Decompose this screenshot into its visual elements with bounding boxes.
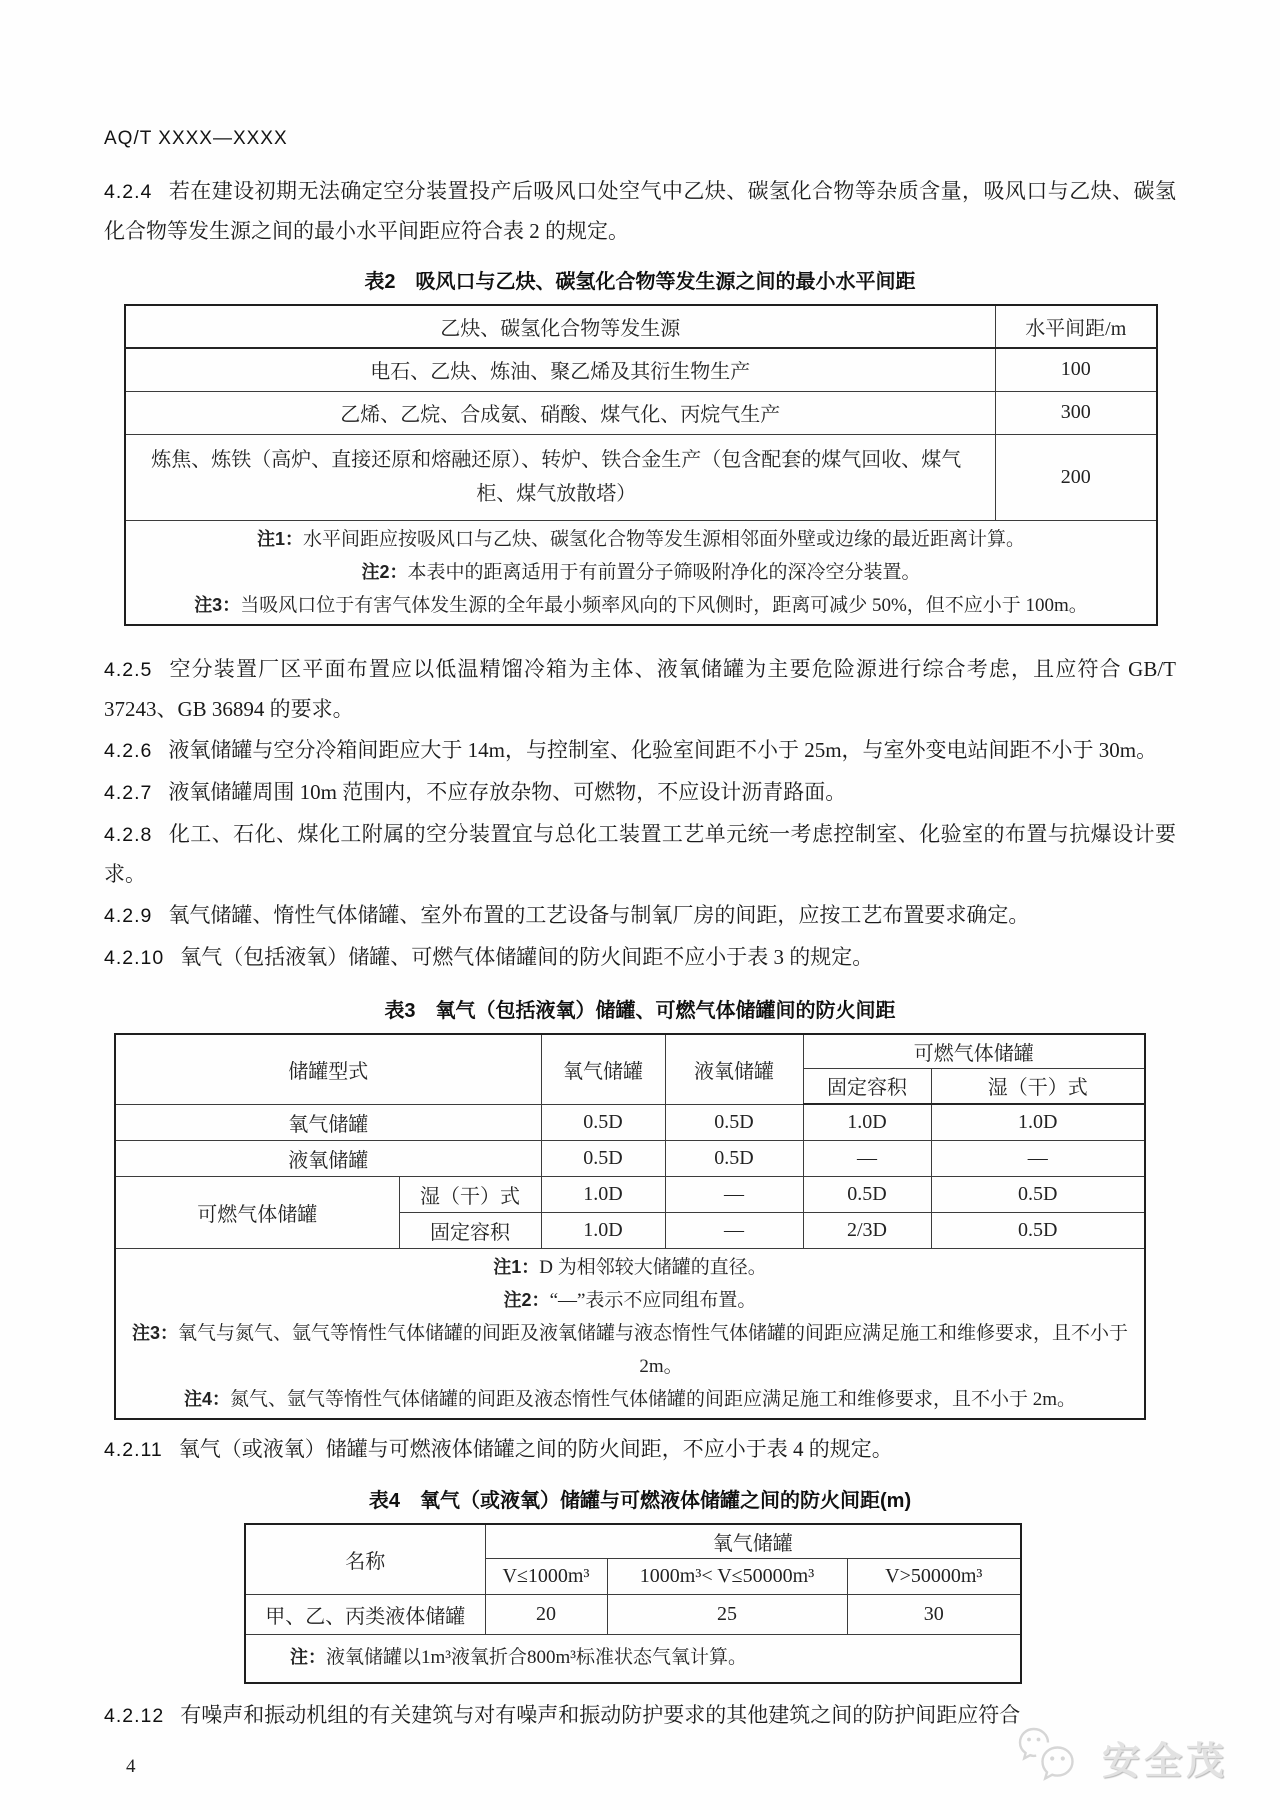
section-4-2-5 xyxy=(104,650,1176,729)
table2-distance-cell: 100 xyxy=(995,348,1157,391)
note-text: 液氧储罐以1m³液氧折合800m³标准状态气氧计算。 xyxy=(326,1646,747,1668)
section-4-2-4 xyxy=(104,172,1176,251)
section-4-2-12 xyxy=(104,1696,1176,1736)
table3-row-label: 液氧储罐 xyxy=(115,1140,541,1176)
section-number: 4.2.4 xyxy=(104,181,153,203)
table-cell: 1.0D xyxy=(931,1104,1145,1140)
table-note xyxy=(122,1284,1138,1317)
table-note xyxy=(122,1317,1138,1383)
section-text: 液氧储罐周围 10m 范围内，不应存放杂物、可燃物，不应设计沥青路面。 xyxy=(168,779,847,804)
section-text: 氧气储罐、惰性气体储罐、室外布置的工艺设备与制氧厂房的间距，应按工艺布置要求确定。 xyxy=(168,902,1030,927)
page-number: 4 xyxy=(126,1755,136,1777)
table4-header-v3: V>50000m³ xyxy=(847,1558,1021,1594)
table-row xyxy=(115,1176,1145,1212)
note-text: D 为相邻较大储罐的直径。 xyxy=(539,1256,767,1278)
note-label: 注2： xyxy=(503,1289,550,1310)
table-cell: 0.5D xyxy=(541,1104,665,1140)
table-row xyxy=(125,391,1157,434)
table-cell: 30 xyxy=(847,1594,1021,1634)
table-cell: 1.0D xyxy=(541,1176,665,1212)
chat-bubbles-icon xyxy=(1018,1726,1088,1789)
table-cell: 0.5D xyxy=(931,1176,1145,1212)
table-cell: 1.0D xyxy=(803,1104,931,1140)
table4-note-row xyxy=(245,1634,1021,1683)
section-text: 有噪声和振动机组的有关建筑与对有噪声和振动防护要求的其他建筑之间的防护间距应符合 xyxy=(180,1702,1021,1727)
table-cell: 0.5D xyxy=(931,1212,1145,1248)
note-label: 注： xyxy=(290,1646,326,1667)
table-row xyxy=(115,1140,1145,1176)
table4-header-name: 名称 xyxy=(245,1524,485,1595)
table3-title: 表3 氧气（包括液氧）储罐、可燃气体储罐间的防火间距 xyxy=(384,999,896,1022)
watermark xyxy=(1018,1726,1228,1789)
table-cell: 2/3D xyxy=(803,1212,931,1248)
table3-header-flammable-group: 可燃气体储罐 xyxy=(803,1034,1145,1069)
note-label: 注2： xyxy=(361,561,408,582)
table3-notes-row xyxy=(115,1248,1145,1419)
table-row xyxy=(125,348,1157,391)
note-text: 氮气、氩气等惰性气体储罐的间距及液态惰性气体储罐的间距应满足施工和维修要求，且不小于 2m。 xyxy=(229,1388,1077,1410)
section-text: 氧气（或液氧）储罐与可燃液体储罐之间的防火间距，不应小于表 4 的规定。 xyxy=(178,1436,893,1461)
section-text: 化工、石化、煤化工附属的空分装置宜与总化工装置工艺单元统一考虑控制室、化验室的布置与抗爆设计要求。 xyxy=(104,821,1176,886)
table-note xyxy=(132,589,1150,622)
table4-header-v1: V≤1000m³ xyxy=(485,1558,607,1594)
note-label: 注1： xyxy=(493,1256,540,1277)
section-text: 空分装置厂区平面布置应以低温精馏冷箱为主体、液氧储罐为主要危险源进行综合考虑，且应符合 GB/T 37243、GB 36894 的要求。 xyxy=(104,656,1176,721)
section-text: 若在建设初期无法确定空分装置投产后吸风口处空气中乙炔、碳氢化合物等杂质含量，吸风口与乙炔、碳氢化合物等发生源之间的最小水平间距应符合表 2 的规定。 xyxy=(104,179,1176,243)
table2-notes-row xyxy=(125,520,1157,625)
table3-row-sublabel: 固定容积 xyxy=(399,1212,541,1248)
table4-header-group: 氧气储罐 xyxy=(485,1524,1021,1559)
table4 xyxy=(244,1523,1022,1684)
table4-row-name: 甲、乙、丙类液体储罐 xyxy=(245,1594,485,1634)
table2-source-cell: 电石、乙炔、炼油、聚乙烯及其衍生物生产 xyxy=(125,348,995,391)
table3-header-fixed-volume: 固定容积 xyxy=(803,1068,931,1104)
note-label: 注4： xyxy=(183,1388,230,1409)
table-cell: 1.0D xyxy=(541,1212,665,1248)
note-text: 本表中的距离适用于有前置分子筛吸附净化的深冷空分装置。 xyxy=(407,561,921,583)
table-cell: 0.5D xyxy=(803,1176,931,1212)
section-4-2-6 xyxy=(104,731,1176,771)
section-4-2-10 xyxy=(104,938,1176,978)
section-number: 4.2.11 xyxy=(104,1438,163,1461)
table3-row-label: 氧气储罐 xyxy=(115,1104,541,1140)
table-row xyxy=(125,434,1157,520)
table3-row-label: 可燃气体储罐 xyxy=(115,1176,399,1248)
table3-header-type: 储罐型式 xyxy=(115,1034,541,1105)
watermark-text: 安全茂 xyxy=(1101,1741,1228,1783)
section-4-2-8 xyxy=(104,815,1176,894)
table-note xyxy=(132,556,1150,589)
table-note xyxy=(122,1383,1138,1416)
table4-note xyxy=(245,1634,1021,1683)
table2-header-source: 乙炔、碳氢化合物等发生源 xyxy=(125,305,995,348)
note-text: “—”表示不应同组布置。 xyxy=(549,1289,757,1311)
section-4-2-9 xyxy=(104,896,1176,936)
table-note xyxy=(122,1251,1138,1284)
document-code-header: AQ/T XXXX—XXXX xyxy=(104,128,288,149)
table4-header-row-1 xyxy=(245,1524,1021,1559)
section-number: 4.2.6 xyxy=(104,739,153,762)
section-number: 4.2.8 xyxy=(104,823,153,846)
note-text: 水平间距应按吸风口与乙炔、碳氢化合物等发生源相邻面外壁或边缘的最近距离计算。 xyxy=(303,528,1026,550)
table2-distance-cell: 200 xyxy=(995,434,1157,520)
table-cell: 25 xyxy=(607,1594,847,1634)
table-note xyxy=(290,1641,1008,1674)
table3-notes xyxy=(115,1248,1145,1419)
table3-row-sublabel: 湿（干）式 xyxy=(399,1176,541,1212)
section-text: 氧气（包括液氧）储罐、可燃气体储罐间的防火间距不应小于表 3 的规定。 xyxy=(180,944,874,969)
section-number: 4.2.9 xyxy=(104,904,153,927)
table3-header-wet-dry: 湿（干）式 xyxy=(931,1068,1145,1104)
section-number: 4.2.5 xyxy=(104,658,153,681)
table-cell: — xyxy=(931,1140,1145,1176)
table-cell: 0.5D xyxy=(541,1140,665,1176)
table-cell: 0.5D xyxy=(665,1140,803,1176)
table-cell: 0.5D xyxy=(665,1104,803,1140)
table2-source-cell: 炼焦、炼铁（高炉、直接还原和熔融还原）、转炉、铁合金生产（包含配套的煤气回收、煤气柜、煤气放散塔） xyxy=(125,434,995,520)
table-cell: — xyxy=(665,1176,803,1212)
table3-header-row-1 xyxy=(115,1034,1145,1069)
table2-source-cell: 乙烯、乙烷、合成氨、硝酸、煤气化、丙烷气生产 xyxy=(125,391,995,434)
table2-header-distance: 水平间距/m xyxy=(995,305,1157,348)
table2-notes xyxy=(125,520,1157,625)
table4-header-v2: 1000m³< V≤50000m³ xyxy=(607,1558,847,1594)
table3 xyxy=(114,1033,1146,1420)
section-number: 4.2.7 xyxy=(104,781,153,804)
section-number: 4.2.12 xyxy=(104,1704,165,1727)
note-label: 注3： xyxy=(194,594,241,615)
table-row xyxy=(245,1594,1021,1634)
section-4-2-11 xyxy=(104,1430,1176,1470)
note-text: 当吸风口位于有害气体发生源的全年最小频率风向的下风侧时，距离可减少 50%，但不应小于 100m。 xyxy=(240,594,1088,616)
section-4-2-7 xyxy=(104,773,1176,813)
table-note xyxy=(132,523,1150,556)
table-cell: — xyxy=(803,1140,931,1176)
table3-header-oxygen: 氧气储罐 xyxy=(541,1034,665,1105)
table-cell: — xyxy=(665,1212,803,1248)
section-text: 液氧储罐与空分冷箱间距应大于 14m，与控制室、化验室间距不小于 25m，与室外变电站间距不小于 30m。 xyxy=(168,737,1158,762)
table2 xyxy=(124,304,1158,626)
table-row xyxy=(115,1104,1145,1140)
table2-distance-cell: 300 xyxy=(995,391,1157,434)
table2-header-row xyxy=(125,305,1157,348)
note-label: 注1： xyxy=(256,528,303,549)
table3-header-liquid-oxygen: 液氧储罐 xyxy=(665,1034,803,1105)
note-label: 注3： xyxy=(131,1322,178,1343)
table-cell: 20 xyxy=(485,1594,607,1634)
section-number: 4.2.10 xyxy=(104,946,165,969)
table2-title: 表2 吸风口与乙炔、碳氢化合物等发生源之间的最小水平间距 xyxy=(364,271,916,293)
table4-title: 表4 氧气（或液氧）储罐与可燃液体储罐之间的防火间距(m) xyxy=(368,1489,912,1512)
note-text: 氧气与氮气、氩气等惰性气体储罐的间距及液氧储罐与液态惰性气体储罐的间距应满足施工和维修要求，且不小于 2m。 xyxy=(178,1322,1129,1377)
